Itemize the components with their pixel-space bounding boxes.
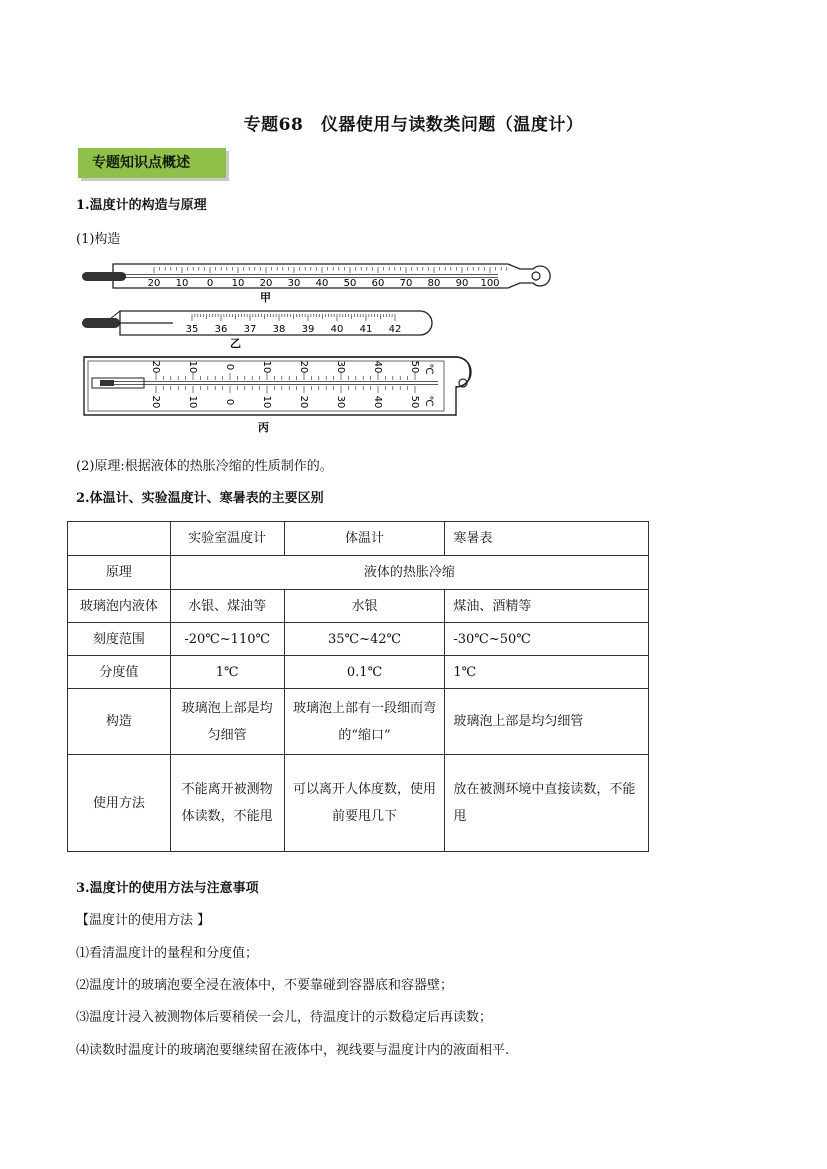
table-cell: 液体的热胀冷缩 xyxy=(170,556,648,590)
section-badge: 专题知识点概述 xyxy=(78,148,226,178)
comparison-table xyxy=(67,521,649,852)
tick-label: 41 xyxy=(359,324,373,335)
section1-heading: 1.温度计的构造与原理 xyxy=(76,198,207,213)
table-cell: 煤油、酒精等 xyxy=(445,590,649,623)
table-cell: 可以离开人体度数，使用前要甩几下 xyxy=(284,755,445,852)
tick-label: 20 xyxy=(147,278,161,289)
section1-sub2: (2)原理:根据液体的热胀冷缩的性质制作的。 xyxy=(76,459,333,474)
list-item: ⑷读数时温度计的玻璃泡要继续留在液体中，视线要与温度计内的液面相平. xyxy=(76,1043,510,1058)
table-cell: 分度值 xyxy=(68,656,171,689)
tick-label: 80 xyxy=(427,278,441,289)
tick-label: 90 xyxy=(455,278,469,289)
tick-label: 30 xyxy=(335,360,346,374)
table-row xyxy=(68,755,649,852)
tick-label: 30 xyxy=(287,278,301,289)
table-row xyxy=(68,556,649,590)
list-item: ⑵温度计的玻璃泡要全浸在液体中，不要靠碰到容器底和容器壁； xyxy=(76,978,454,993)
table-header-row xyxy=(68,522,649,556)
tick-label: 70 xyxy=(399,278,413,289)
unit-label: ℃ xyxy=(423,395,434,407)
tick-label: 100 xyxy=(480,278,500,289)
unit-label: ℃ xyxy=(423,363,434,375)
bulb-jia xyxy=(82,272,126,281)
tick-label: 40 xyxy=(372,395,383,409)
tick-label: 20 xyxy=(150,360,161,374)
tick-label: 10 xyxy=(175,278,189,289)
page-title: 专题68 仪器使用与读数类问题（温度计） xyxy=(243,115,584,135)
tick-label: 50 xyxy=(409,360,420,374)
tick-label: 10 xyxy=(261,360,272,374)
table-cell: 0.1℃ xyxy=(284,656,445,689)
tick-label: 42 xyxy=(388,324,402,335)
table-cell: 原理 xyxy=(68,556,171,590)
table-cell: 玻璃泡上部是均匀细管 xyxy=(170,689,284,755)
table-cell: 构造 xyxy=(68,689,171,755)
tick-label: 10 xyxy=(187,395,198,409)
table-cell: 玻璃泡上部是均匀细管 xyxy=(445,689,649,755)
table-row xyxy=(68,689,649,755)
table-header-cell: 实验室温度计 xyxy=(170,522,284,556)
table-cell: 玻璃泡上部有一段细而弯的“缩口” xyxy=(284,689,445,755)
label-yi: 乙 xyxy=(230,337,241,350)
table-cell: 水银 xyxy=(284,590,445,623)
tick-label: 10 xyxy=(261,395,272,409)
table-cell: 1℃ xyxy=(170,656,284,689)
tick-label: 60 xyxy=(371,278,385,289)
table-cell: 玻璃泡内液体 xyxy=(68,590,171,623)
table-cell: 使用方法 xyxy=(68,755,171,852)
tick-label: 20 xyxy=(298,395,309,409)
table-row xyxy=(68,590,649,623)
tick-label: 20 xyxy=(298,360,309,374)
table-header-cell xyxy=(68,522,171,556)
thermometer-bing xyxy=(84,357,471,415)
table-cell: 不能离开被测物体读数，不能甩 xyxy=(170,755,284,852)
label-bing: 丙 xyxy=(258,421,269,434)
list-item: ⑶温度计浸入被测物体后要稍侯一会儿，待温度计的示数稳定后再读数； xyxy=(76,1010,493,1025)
tick-label: 35 xyxy=(185,324,199,335)
table-header-cell: 寒暑表 xyxy=(445,522,649,556)
tick-label: 20 xyxy=(150,395,161,409)
section3-bracket: 【温度计的使用方法 】 xyxy=(76,913,211,928)
table-row xyxy=(68,656,649,689)
table-cell: -20℃~110℃ xyxy=(170,623,284,656)
tick-label: 37 xyxy=(243,324,257,335)
tick-label: 40 xyxy=(330,324,344,335)
tick-label: 20 xyxy=(259,278,273,289)
table-cell: 放在被测环境中直接读数，不能甩 xyxy=(445,755,649,852)
tick-label: 10 xyxy=(231,278,245,289)
label-jia: 甲 xyxy=(260,291,271,304)
tick-label: 10 xyxy=(187,360,198,374)
table-header-cell: 体温计 xyxy=(284,522,445,556)
tick-label: 0 xyxy=(224,398,235,406)
table-cell: 1℃ xyxy=(445,656,649,689)
bulb-yi xyxy=(82,318,120,328)
thermometer-yi xyxy=(82,311,432,335)
table-cell: 刻度范围 xyxy=(68,623,171,656)
section1-sub1: (1)构造 xyxy=(76,232,121,247)
tick-label: 38 xyxy=(272,324,286,335)
tick-label: 40 xyxy=(315,278,329,289)
tick-label: 39 xyxy=(301,324,315,335)
table-cell: 35℃~42℃ xyxy=(284,623,445,656)
section3-heading: 3.温度计的使用方法与注意事项 xyxy=(76,881,259,896)
thermometer-figure xyxy=(78,255,558,440)
tick-label: 50 xyxy=(343,278,357,289)
tick-label: 36 xyxy=(214,324,228,335)
table-cell: -30℃~50℃ xyxy=(445,623,649,656)
list-item: ⑴看清温度计的量程和分度值； xyxy=(76,946,259,961)
table-cell: 水银、煤油等 xyxy=(170,590,284,623)
section2-heading: 2.体温计、实验温度计、寒暑表的主要区别 xyxy=(76,491,324,506)
tick-label: 50 xyxy=(409,395,420,409)
tick-label: 0 xyxy=(206,278,214,289)
thermometer-jia xyxy=(82,264,550,289)
tick-label: 0 xyxy=(224,363,235,371)
tick-label: 30 xyxy=(335,395,346,409)
tick-label: 40 xyxy=(372,360,383,374)
table-row xyxy=(68,623,649,656)
